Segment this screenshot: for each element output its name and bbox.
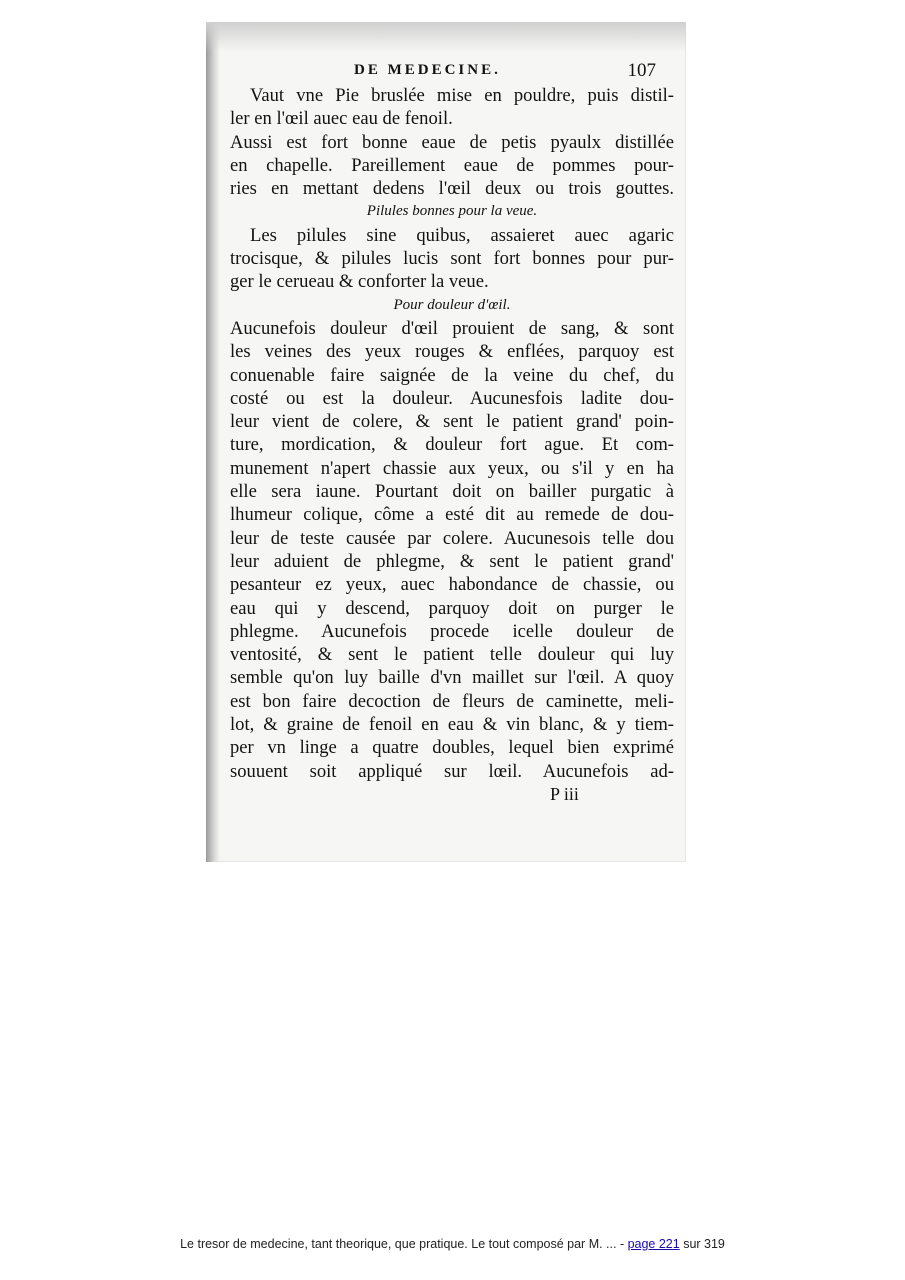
text-line: Les pilules sine quibus, assaieret auec agaric [250, 224, 674, 246]
text-line: est bon faire decoction de fleurs de caminette, meli- [230, 690, 674, 712]
text-line: elle sera iaune. Pourtant doit on bailler purgatic à [230, 481, 674, 503]
text-line: costé ou est la douleur. Aucunesfois ladite dou- [230, 387, 674, 409]
text-line: Aucunefois douleur d'œil prouient de sang, & sont [230, 317, 674, 339]
text-line: pesanteur ez yeux, auec habondance de chassie, ou [230, 574, 674, 596]
text-line: les veines des yeux rouges & enflées, parquoy est [230, 341, 674, 363]
text-line: lhumeur colique, côme a esté dit au remede de dou- [230, 504, 674, 526]
footer-title: Le tresor de medecine, tant theorique, que pratique. Le tout composé par M. ... - [180, 1237, 628, 1251]
text-line: Aussi est fort bonne eaue de petis pyaulx distillée [230, 131, 674, 153]
signature-mark: P iii [550, 784, 579, 804]
text-line: leur de teste causée par colere. Aucunesois telle dou [230, 527, 674, 549]
section-heading: Pour douleur d'œil. [393, 296, 511, 313]
section-heading: Pilules bonnes pour la veue. [366, 203, 538, 220]
page-number: 107 [627, 60, 656, 81]
text-line: ger le cerueau & conforter la veue. [230, 271, 489, 293]
text-line: souuent soit appliqué sur lœil. Aucunefois ad- [230, 760, 674, 782]
text-line: ler en l'œil auec eau de fenoil. [230, 108, 453, 130]
scanned-page [206, 22, 686, 862]
text-line: semble qu'on luy baille d'vn maillet sur l'œil. A quoy [230, 667, 674, 689]
text-line: conuenable faire saignée de la veine du chef, du [230, 364, 674, 386]
text-line: leur vient de colere, & sent le patient grand' poin- [230, 411, 674, 433]
text-line: ture, mordication, & douleur fort ague. Et com- [230, 434, 674, 456]
text-line: lot, & graine de fenoil en eau & vin blanc, & y tiem- [230, 714, 674, 736]
text-line: leur aduient de phlegme, & sent le patient grand' [230, 550, 674, 572]
footer [0, 1237, 905, 1251]
page-header [236, 60, 660, 82]
text-line: phlegme. Aucunefois procede icelle douleur de [230, 620, 674, 642]
text-line: en chapelle. Pareillement eaue de pommes pour- [230, 154, 674, 176]
text-line: ries en mettant dedens l'œil deux ou trois gouttes. [230, 178, 674, 200]
page-text [230, 84, 674, 783]
text-line: Vaut vne Pie bruslée mise en pouldre, puis distil- [250, 85, 674, 106]
footer-page-count: sur 319 [679, 1237, 725, 1251]
text-line: trocisque, & pilules lucis sont fort bonnes pour pur- [230, 248, 674, 270]
text-line: eau qui y descend, parquoy doit on purger le [230, 597, 674, 619]
text-line: ventosité, & sent le patient telle douleur qui luy [230, 644, 674, 666]
text-line: munement n'apert chassie aux yeux, ou s'il y en ha [230, 457, 674, 479]
page-link[interactable]: page 221 [627, 1237, 680, 1251]
running-head: DE MEDECINE. [354, 62, 501, 78]
text-line: per vn linge a quatre doubles, lequel bien exprimé [230, 737, 674, 759]
